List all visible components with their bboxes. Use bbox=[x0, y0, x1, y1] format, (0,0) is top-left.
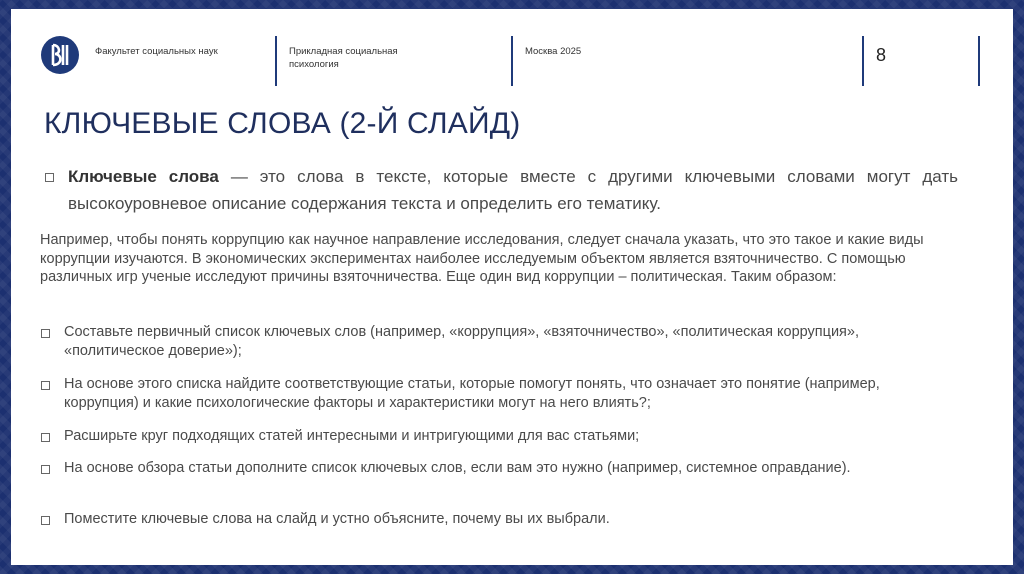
list-item: На основе обзора статьи дополните список ключевых слов, если вам это нужно (например, системное оправдание). bbox=[64, 460, 851, 476]
header-faculty: Факультет социальных наук bbox=[95, 46, 218, 57]
header-divider-2 bbox=[511, 36, 513, 86]
header-divider-3 bbox=[862, 36, 864, 86]
lead-term: Ключевые слова bbox=[68, 167, 219, 186]
list-item: Составьте первичный список ключевых слов (например, «коррупция», «взяточничество», «политическая коррупция», «политическое доверие»); bbox=[64, 324, 859, 359]
page-number: 8 bbox=[876, 45, 887, 65]
hse-logo-icon bbox=[48, 42, 72, 68]
body-paragraph: Например, чтобы понять коррупцию как научное направление исследования, следует сначала указать, что это такое и какие виды коррупции изучаются. В экономических экспериментах наиболее исследуемым объектом является взяточничество. С помощью различных игр ученые исследуют причины взяточничества. Еще один вид коррупции – политическая. Таким образом: bbox=[40, 232, 924, 285]
list-bullet bbox=[41, 329, 50, 338]
list-bullet bbox=[41, 516, 50, 525]
list-bullet bbox=[41, 381, 50, 390]
slide-title: КЛЮЧЕВЫЕ СЛОВА (2-Й СЛАЙД) bbox=[44, 107, 521, 140]
slide bbox=[11, 9, 1013, 565]
list-item: Поместите ключевые слова на слайд и устно объясните, почему вы их выбрали. bbox=[64, 511, 610, 527]
lead-bullet bbox=[45, 173, 54, 182]
hse-logo bbox=[41, 36, 79, 74]
lead-definition: — это слова в тексте, которые вместе с другими ключевыми словами могут дать высокоуровневое описание содержания текста и определить его тематику. bbox=[68, 167, 958, 213]
list-bullet bbox=[41, 433, 50, 442]
header-city-year: Москва 2025 bbox=[525, 46, 582, 57]
header-divider-4 bbox=[978, 36, 980, 86]
list-bullet bbox=[41, 465, 50, 474]
header-divider-1 bbox=[275, 36, 277, 86]
list-item: На основе этого списка найдите соответствующие статьи, которые помогут понять, что означает это понятие (например, коррупция) и какие психологические факторы и характеристики могут на него влиять?; bbox=[64, 376, 880, 411]
list-item: Расширьте круг подходящих статей интересными и интригующими для вас статьями; bbox=[64, 428, 640, 444]
lead-text bbox=[68, 163, 958, 217]
header-program: Прикладная социальная психология bbox=[289, 46, 398, 70]
